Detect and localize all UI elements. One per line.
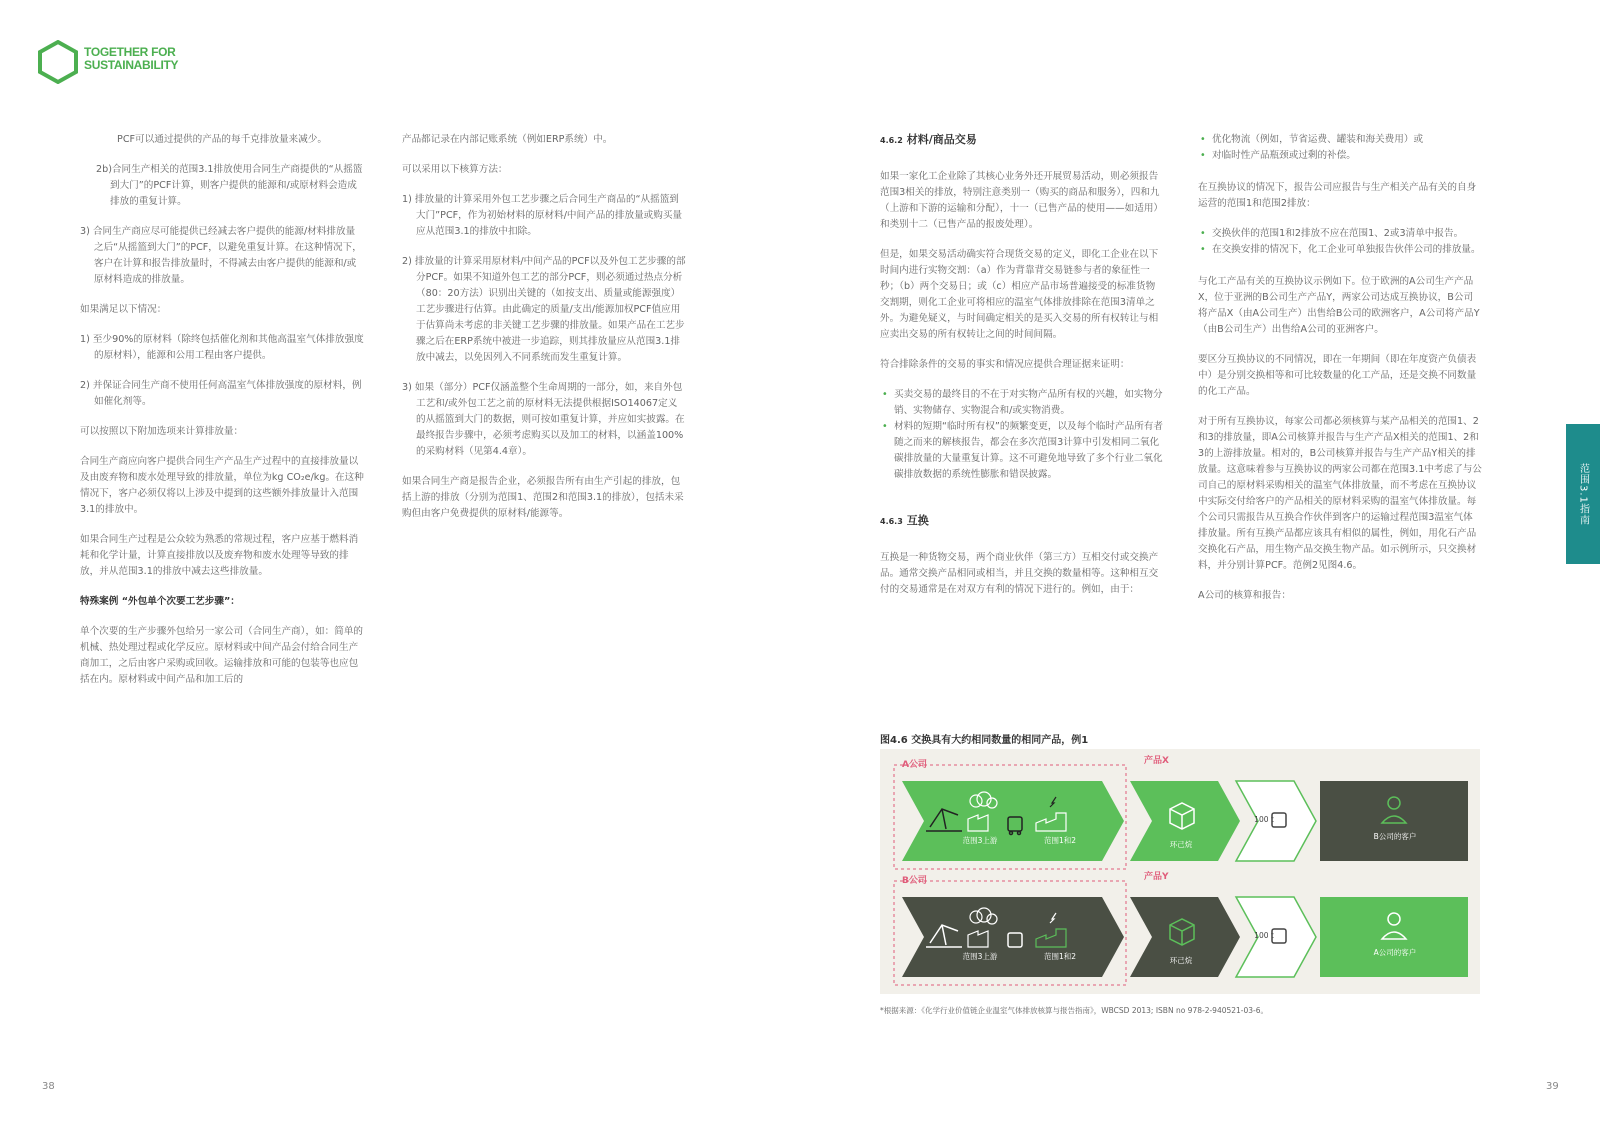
column-2 — [402, 132, 686, 536]
paragraph: 与化工产品有关的互换协议示例如下。位于欧洲的A公司生产产品X，位于亚洲的B公司生产产品Y，两家公司达成互换协议，B公司将产品X（由A公司生产）出售给B公司的欧洲客户，A公司将产品Y（由B公司生产）出售给A公司的亚洲客户。 — [1198, 276, 1480, 335]
paragraph: 符合排除条件的交易的事实和情况应提供合理证据来证明： — [880, 359, 1130, 370]
row-b-upstream-chevron — [902, 897, 1124, 977]
scope12-label: 范围1和2 — [1043, 836, 1077, 845]
paragraph: 2b)合同生产相关的范围3.1排放使用合同生产商提供的“从摇篮到大门”的PCF计算，则客户提供的能源和/或原材料会造成排放的重复计算。 — [96, 164, 363, 207]
paragraph: A公司的核算和报告： — [1198, 590, 1291, 601]
section-number: 4.6.3 — [880, 517, 903, 526]
section-title: 材料/商品交易 — [906, 133, 977, 146]
column-1 — [80, 132, 364, 702]
logo — [38, 40, 188, 90]
list-item: • 对临时性产品瓶颈或过剩的补偿。 — [1198, 148, 1482, 164]
special-case-heading: 特殊案例 “外包单个次要工艺步骤”： — [80, 596, 240, 607]
section-title: 互换 — [906, 514, 929, 527]
paragraph: 可以按照以下附加选项来计算排放量： — [80, 426, 244, 437]
logo-text — [84, 46, 178, 72]
customer-a-label: A公司的客户 — [1373, 948, 1417, 957]
bullet-list — [1198, 226, 1482, 258]
paragraph: 合同生产商应向客户提供合同生产产品生产过程中的直接排放量以及由废弃物和废水处理导致的排放量，单位为kg CO₂e/kg。在这种情况下，客户必须仅将以上涉及中提到的这些额外排放量计入范围3.1的排放中。 — [80, 456, 364, 515]
section-heading-4-6-2 — [880, 132, 1164, 149]
list-item: • 交换伙伴的范围1和2排放不应在范围1、2或3清单中报告。 — [1198, 226, 1482, 242]
page-number-left: 38 — [42, 1081, 55, 1092]
figure-title: 图4.6 交换具有大约相同数量的相同产品，例1 — [880, 735, 1089, 746]
paragraph: 可以采用以下核算方法： — [402, 164, 508, 175]
row-a-customer-box — [1320, 781, 1468, 861]
row-b-transport-chevron — [1236, 897, 1316, 977]
paragraph: 产品都记录在内部记账系统（例如ERP系统）中。 — [402, 134, 613, 145]
paragraph: 1) 排放量的计算采用外包工艺步骤之后合同生产商品的“从摇篮到大门”PCF，作为初始材料的原材料/中间产品的排放量或购买量应从范围3.1的排放中扣除。 — [402, 194, 683, 237]
paragraph: 1) 至少90%的原材料（除终包括催化剂和其他高温室气体排放强度的原材料），能源和公用工程由客户提供。 — [80, 334, 364, 361]
scope12-label: 范围1和2 — [1043, 952, 1077, 961]
paragraph: 如果一家化工企业除了其核心业务外还开展贸易活动，则必须报告范围3相关的排放，特别注意类别一（购买的商品和服务），四和九（上游和下游的运输和分配），十一（已售产品的使用——如适用）和类别十二（已售产品的报废处理）。 — [880, 171, 1164, 230]
column-3 — [880, 132, 1164, 612]
logo-line2: SUSTAINABILITY — [84, 58, 179, 72]
upstream-label: 范围3上游 — [962, 836, 998, 845]
paragraph: 如果合同生产商是报告企业，必须报告所有由生产引起的排放，包括上游的排放（分别为范围1、范围2和范围3.1的排放），包括未采购但由客户免费提供的原材料/能源等。 — [402, 476, 684, 519]
paragraph: 要区分互换协议的不同情况，即在一年期间（即在年度资产负债表中）是分别交换相等和可比较数量的化工产品，还是交换不同数量的化工产品。 — [1198, 354, 1477, 397]
paragraph: 单个次要的生产步骤外包给另一家公司（合同生产商），如：简单的机械、热处理过程或化学反应。原材料或中间产品会付给合同生产商加工，之后由客户采购或回收。运输排放和可能的包装等也应包括在内。原材料或中间产品和加工后的 — [80, 626, 364, 685]
column-4 — [1198, 132, 1482, 618]
company-a-label: A公司 — [902, 760, 927, 770]
product-x-label: 产品X — [1144, 756, 1169, 766]
logo-line1: TOGETHER FOR — [84, 45, 176, 59]
paragraph: 如果满足以下情况： — [80, 304, 167, 315]
list-item: • 优化物流（例如，节省运费、罐装和海关费用）或 — [1198, 132, 1482, 148]
paragraph: 对于所有互换协议，每家公司都必须核算与某产品相关的范围1、2和3的排放量，即A公司核算并报告与生产产品X相关的范围1、2和3的上游排放量。相对的，B公司核算并报告与生产产品Y相关的排放量。这意味着参与互换协议的两家公司都在范围3.1中考虑了与公司自己的原材料采购相关的温室气体排放量，而不考虑在互换协议中实际交付给客户的产品相关的原材料采购的温室气体排放量。每个公司只需报告从互换合作伙伴到客户的运输过程范围3温室气体排放量。所有互换产品都应该具有相似的属性，例如，用化石产品交换化石产品，用生物产品交换生物产品。如示例所示，只交换材料，并分别计算PCF。范例2见图4.6。 — [1198, 416, 1482, 571]
list-item: • 材料的短期“临时所有权”的频繁变更，以及每个临时产品所有者随之而来的解核报告，都会在多次范围3计算中引发相同二氧化碳排放量的大量重复计算。这不可避免地导致了多个行业二氧化碳排放数据的系统性膨胀和错误披露。 — [880, 419, 1164, 483]
product-name-label: 环己烷 — [1169, 840, 1193, 849]
product-y-label: 产品Y — [1144, 872, 1169, 882]
section-heading-4-6-3 — [880, 513, 1164, 530]
page-number-right: 39 — [1546, 1081, 1559, 1092]
product-name-label: 环己烷 — [1169, 956, 1193, 965]
paragraph: 互换是一种货物交易，两个商业伙伴（第三方）互相交付或交换产品。通常交换产品相同或相当，并且交换的数量相等。这种相互交付的交易通常是在对双方有利的情况下进行的。例如，由于： — [880, 552, 1159, 595]
bullet-list — [1198, 132, 1482, 164]
quantity-label: 100 t — [1254, 931, 1274, 940]
hexagon-logo-icon — [38, 40, 78, 84]
paragraph: 在互换协议的情况下，报告公司应报告与生产相关产品有关的自身运营的范围1和范围2排放： — [1198, 182, 1477, 209]
list-item: • 买卖交易的最终目的不在于对实物产品所有权的兴趣，如实物分销、实物储存、实物混合和/或实物消费。 — [880, 387, 1164, 419]
paragraph: 3) 如果（部分）PCF仅涵盖整个生命周期的一部分，如，来自外包工艺和/或外包工艺之前的原材料无法提供根据ISO14067定义的从摇篮到大门的数据，则可按如重复计算，并应如实披露。在最终报告步骤中，必须考虑购买以及加工的材料，以涵盖100%的采购材料（见第4.4章）。 — [402, 382, 685, 457]
paragraph: 2) 排放量的计算采用原材料/中间产品的PCF以及外包工艺步骤的部分PCF。如果不知道外包工艺的部分PCF，则必须通过热点分析（80：20方法）识别出关键的（如按支出、质量或能源强度）工艺步骤进行估算。由此确定的质量/支出/能源加权PCF值应用于估算尚未考虑的非关键工艺步骤的排放量。如果产品在工艺步骤之后在ERP系统中被进一步追踪，则其排放量应从范围3.1排放中减去，以免因列入不同系统而发生重复计算。 — [402, 256, 686, 363]
row-b-customer-box — [1320, 897, 1468, 977]
bullet-list — [880, 387, 1164, 483]
paragraph: 如果合同生产过程是公众较为熟悉的常规过程，客户应基于燃料消耗和化学计量，计算直接排放以及废弃物和废水处理等导致的排放，并从范围3.1的排放中减去这些排放量。 — [80, 534, 359, 577]
paragraph: 2) 并保证合同生产商不使用任何高温室气体排放强度的原材料，例如催化剂等。 — [80, 380, 362, 407]
upstream-label: 范围3上游 — [962, 952, 998, 961]
figure-footnote: *根据来源：《化学行业价值链企业温室气体排放核算与报告指南》，WBCSD 2013; ISBN no 978-2-940521-03-6。 — [880, 1006, 1269, 1015]
quantity-label: 100 t — [1254, 815, 1274, 824]
paragraph: 但是，如果交易活动确实符合现货交易的定义，即化工企业在以下时间内进行实物交割：（a）作为背靠背交易链参与者的象征性一秒；（b）两个交易日；或（c）相应产品市场普遍接受的标准货物交割期，则化工企业可将相应的温室气体排放排除在范围3清单之外。为避免疑义，与时间确定相关的是买入交易的所有权转让与相应卖出交易的所有权转让之间的时间间隔。 — [880, 249, 1159, 340]
section-number: 4.6.2 — [880, 136, 903, 145]
customer-b-label: B公司的客户 — [1373, 832, 1417, 841]
paragraph: PCF可以通过提供的产品的每千克排放量来减少。 — [117, 134, 327, 145]
row-a-upstream-chevron — [902, 781, 1124, 861]
chapter-side-tab[interactable]: 范围3.1指南 — [1566, 424, 1600, 564]
company-b-label: B公司 — [902, 876, 927, 886]
list-item: • 在交换安排的情况下，化工企业可单独报告伙伴公司的排放量。 — [1198, 242, 1482, 258]
row-a-transport-chevron — [1236, 781, 1316, 861]
paragraph: 3) 合同生产商应尽可能提供已经减去客户提供的能源/材料排放量之后“从摇篮到大门”的PCF，以避免重复计算。在这种情况下，客户在计算和报告排放量时，不得减去由客户提供的能源和/或原材料造成的排放量。 — [80, 226, 362, 285]
swap-diagram — [880, 749, 1480, 994]
